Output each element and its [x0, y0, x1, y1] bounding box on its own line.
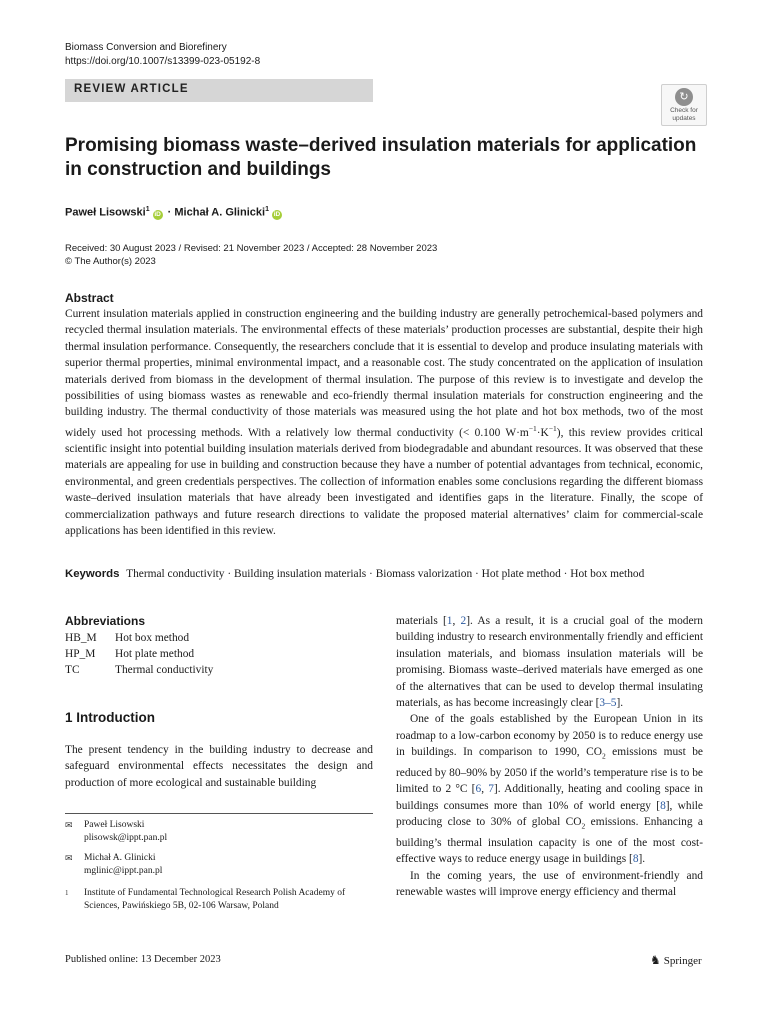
citation-link[interactable]: 7: [488, 783, 494, 796]
abbreviation-row: HB_M Hot box method: [65, 632, 190, 644]
citation-link[interactable]: 3–5: [599, 697, 617, 710]
keywords: [65, 566, 703, 582]
doi-link[interactable]: https://doi.org/10.1007/s13399-023-05192-8: [65, 56, 261, 67]
affiliation-mark: 1: [145, 206, 150, 213]
badge-line1: Check for: [670, 107, 698, 114]
copyright-line: © The Author(s) 2023: [65, 256, 156, 267]
check-for-updates-badge[interactable]: [661, 84, 707, 126]
author-separator: ·: [164, 206, 175, 219]
section-heading: 1 Introduction: [65, 710, 155, 725]
badge-line2: updates: [672, 115, 696, 122]
abbreviations-heading: Abbreviations: [65, 614, 146, 628]
body-paragraph: In the coming years, the use of environment-friendly and renewable wastes will improve energy efficiency and thermal: [396, 869, 703, 899]
affiliation-number: 1: [65, 889, 69, 897]
published-date: Published online: 13 December 2023: [65, 954, 221, 965]
affiliation-text: Institute of Fundamental Technological Research Polish Academy of Sciences, Pawińskiego 5B, 02-106 Warsaw, Poland: [84, 888, 346, 911]
footnote-divider: [65, 813, 373, 814]
orcid-icon[interactable]: iD: [154, 210, 161, 218]
keywords-label: Keywords: [65, 568, 120, 580]
abbreviation-row: HP_M Hot plate method: [65, 648, 195, 660]
envelope-icon: ✉: [65, 853, 73, 863]
footnote-author-name: Michał A. Glinicki: [84, 853, 156, 863]
citation-link[interactable]: 2: [460, 615, 467, 627]
publisher-name: Springer: [663, 955, 702, 967]
footnote-author-name: Paweł Lisowski: [84, 820, 145, 830]
author-name[interactable]: Paweł Lisowski: [65, 206, 146, 219]
intro-paragraph: The present tendency in the building industry to decrease and safeguard environmental effects necessitates the design and production of more ecological and sustainable building: [65, 744, 373, 789]
right-column: [396, 613, 703, 900]
journal-name: Biomass Conversion and Biorefinery: [65, 42, 227, 53]
article-type-banner: [65, 79, 373, 102]
article-type-label: REVIEW ARTICLE: [74, 83, 189, 95]
publisher-logo[interactable]: [650, 953, 702, 968]
article-history: [65, 242, 437, 268]
envelope-icon: ✉: [65, 820, 73, 830]
body-paragraph: materials [1, 2]. As a result, it is a crucial goal of the modern building industry to research environmentally friendly and efficient insulation materials, and biomass insulation materials will be promising. Biomass waste–derived materials have emerged as one of the alternatives that can be used to develop thermal insulating materials, as has become increasingly clear [3–5].: [396, 615, 704, 710]
body-paragraph: One of the goals established by the European Union in its roadmap to a low-carbon economy by 2050 is to reduce energy use in buildings. In comparison to 1990, $CO_2$ emissions must be reduced by 80–90% by 2050 if the world’s temperature rise is to be limited to 2 °C [6, 7]. Additionally, heating and cooling space in buildings consumes more than 10% of world energy [8], while producing close to 30% of global $CO_2$ emissions. Enhancing a building’s thermal insulation capacity is one of the most cost-effective ways to reduce energy usage in buildings [8].: [396, 713, 703, 866]
citation-link[interactable]: 8: [632, 853, 639, 866]
author-footnote: [65, 819, 373, 847]
history-dates: Received: 30 August 2023 / Revised: 21 November 2023 / Accepted: 28 November 2023: [65, 243, 438, 254]
article-title: Promising biomass waste–derived insulation materials for application in construction and buildings: [65, 135, 697, 180]
affiliation-mark: 1: [265, 206, 269, 213]
keywords-list: Thermal conductivity · Building insulation materials · Biomass valorization · Hot plate method · Hot box method: [126, 568, 645, 580]
affiliation-footnote: [65, 887, 373, 929]
abstract-text: Current insulation materials applied in construction engineering and the building industry are generally petrochemical-based polymers and recycled thermal insulation materials. The environmental effects of these materials’ production processes are substantial, despite their high thermal insulation performance. Consequently, the researchers conclude that it is essential to develop and produce insulating materials with superior thermal properties, minimal environmental impact, and a reasonable cost. The study concentrated on the application of insulation materials derived from biomass in the development of thermal insulation. The purpose of this review is to investigate and develop the possibilities of using biomass wastes as renewable and eco-friendly thermal insulation materials for construction engineering and the building industry. The thermal conductivity of those materials was measured using the hot plate and hot box methods, two of the most widely used hot processing methods. With a relatively low thermal conductivity (< 0.100 $W\cdot m^{-1}\cdot K^{-1}$), this review provides critical scientific insight into potential building insulation materials derived from biodegradable and abundant resources. It was observed that these materials are appealing for use in building and construction because they have a number of potential advantages from technical, economic, environmental, and green credentials perspectives. The collection of information enables some conclusions regarding the different biomass waste–derived insulation materials that have already been investigated and identifies gaps in the literature. Finally, the scope of commercialization pathways and future research directions to validate the proposed material alternatives’ claim for commercial-scale applications has been identified in this review.: [65, 308, 703, 538]
author-name[interactable]: Michał A. Glinicki: [174, 206, 266, 219]
footnote-email[interactable]: mglinic@ippt.pan.pl: [84, 866, 163, 876]
author-list: [65, 203, 284, 220]
orcid-icon[interactable]: iD: [273, 210, 281, 218]
footnote-email[interactable]: plisowsk@ippt.pan.pl: [84, 833, 168, 843]
author-footnote: [65, 852, 373, 880]
citation-link[interactable]: 1: [446, 615, 453, 627]
update-check-icon: ↻: [675, 88, 693, 106]
abstract-heading: Abstract: [65, 291, 114, 305]
citation-link[interactable]: 6: [475, 783, 482, 796]
springer-horse-icon: ♞: [650, 953, 661, 967]
citation-link[interactable]: 8: [660, 799, 666, 812]
abbreviation-row: TC Thermal conductivity: [65, 664, 214, 676]
